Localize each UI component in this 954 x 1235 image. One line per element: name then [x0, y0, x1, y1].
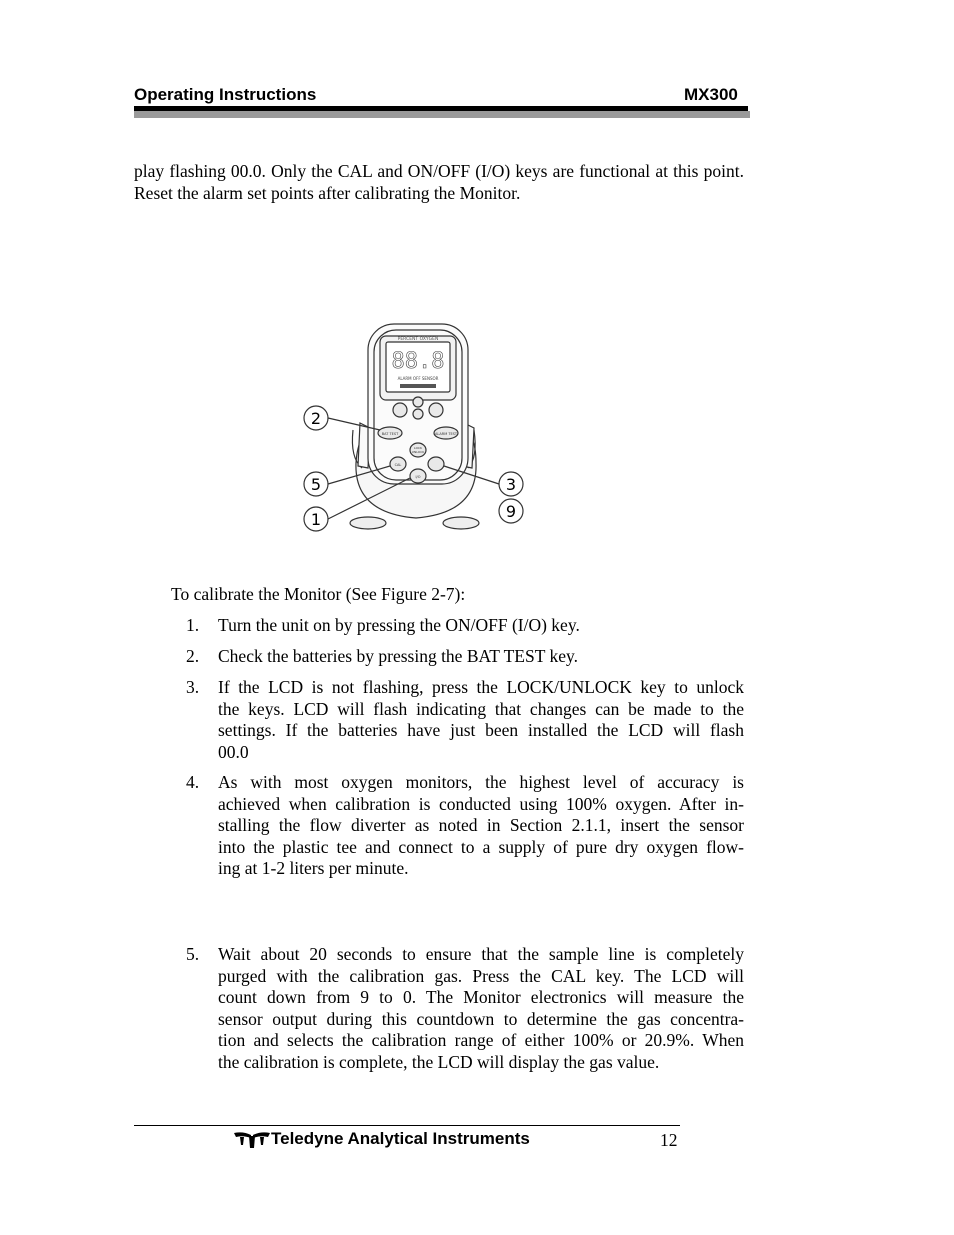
- step-text: Wait about 20 seconds to ensure that the sample line is completely purged with the calibration gas. Press the CAL key. The LCD will count down from 9 to 0. The Monitor electronics will measure the sensor output during this countdown to determine the gas concentra- tion and selects the calibration range of either 100% or 20.9%. When the calibration is complete, the LCD will display the gas value.: [218, 944, 744, 1072]
- stand-foot-right: [443, 517, 479, 529]
- key-lock-right: [428, 457, 444, 471]
- svg-text:LOCK: LOCK: [414, 446, 422, 450]
- svg-text:BAT TEST: BAT TEST: [381, 432, 399, 436]
- step-number: 1.: [186, 615, 200, 635]
- key-left: [393, 403, 407, 417]
- callout-label-2: 2: [310, 409, 322, 428]
- step-number: 2.: [186, 646, 200, 666]
- key-right: [429, 403, 443, 417]
- header-title: Operating Instructions: [134, 85, 317, 104]
- teledyne-logo-icon: [234, 1131, 270, 1148]
- stand-foot-left: [350, 517, 386, 529]
- svg-text:CAL: CAL: [394, 463, 402, 467]
- callout-label-9: 9: [505, 502, 517, 521]
- page-number: 12: [660, 1130, 678, 1150]
- lcd-flags: ALARM OFF SENSOR: [397, 376, 439, 381]
- continued-paragraph: play flashing 00.0. Only the CAL and ON/OFF (I/O) keys are functional at this point. Reset the alarm set points after calibrating the Monitor.: [134, 161, 744, 203]
- svg-text:I/O: I/O: [415, 475, 421, 479]
- step-text: Check the batteries by pressing the BAT TEST key.: [218, 646, 578, 666]
- step-number: 5.: [186, 944, 200, 964]
- header-model: MX300: [684, 85, 738, 104]
- key-down: [413, 409, 423, 419]
- svg-text:UNLOCK: UNLOCK: [411, 450, 425, 454]
- step-text: If the LCD is not flashing, press the LOCK/UNLOCK key to unlock the keys. LCD will flash indicating that changes can be made to the settings. If the batteries have just been installed the LCD will flash 00.0: [218, 677, 744, 762]
- footer-brand: Teledyne Analytical Instruments: [271, 1129, 530, 1148]
- key-up: [413, 397, 423, 407]
- callout-label-3: 3: [505, 475, 517, 494]
- step-number: 4.: [186, 772, 200, 792]
- procedure-intro: To calibrate the Monitor (See Figure 2-7):: [171, 584, 466, 604]
- svg-text:ALARM TEST: ALARM TEST: [434, 432, 458, 436]
- step-text: As with most oxygen monitors, the highest level of accuracy is achieved when calibration is conducted using 100% oxygen. After in- stalling the flow diverter as noted in Section 2.1.1, insert the sensor into the plastic tee and connect to a supply of pure dry oxygen flow- ing at 1-2 liters per minute.: [218, 772, 744, 878]
- monitor-figure: [298, 318, 530, 540]
- lcd-title: PERCENT OXYGEN: [397, 337, 439, 342]
- footer-rule: [134, 1125, 680, 1126]
- step-text: Turn the unit on by pressing the ON/OFF (I/O) key.: [218, 615, 580, 635]
- header-rule-shadow: [134, 111, 750, 118]
- lcd-digits: 88.8: [391, 349, 445, 374]
- step-number: 3.: [186, 677, 200, 697]
- callout-label-1: 1: [310, 510, 322, 529]
- callout-label-5: 5: [310, 475, 322, 494]
- lcd-bargraph: [400, 384, 436, 388]
